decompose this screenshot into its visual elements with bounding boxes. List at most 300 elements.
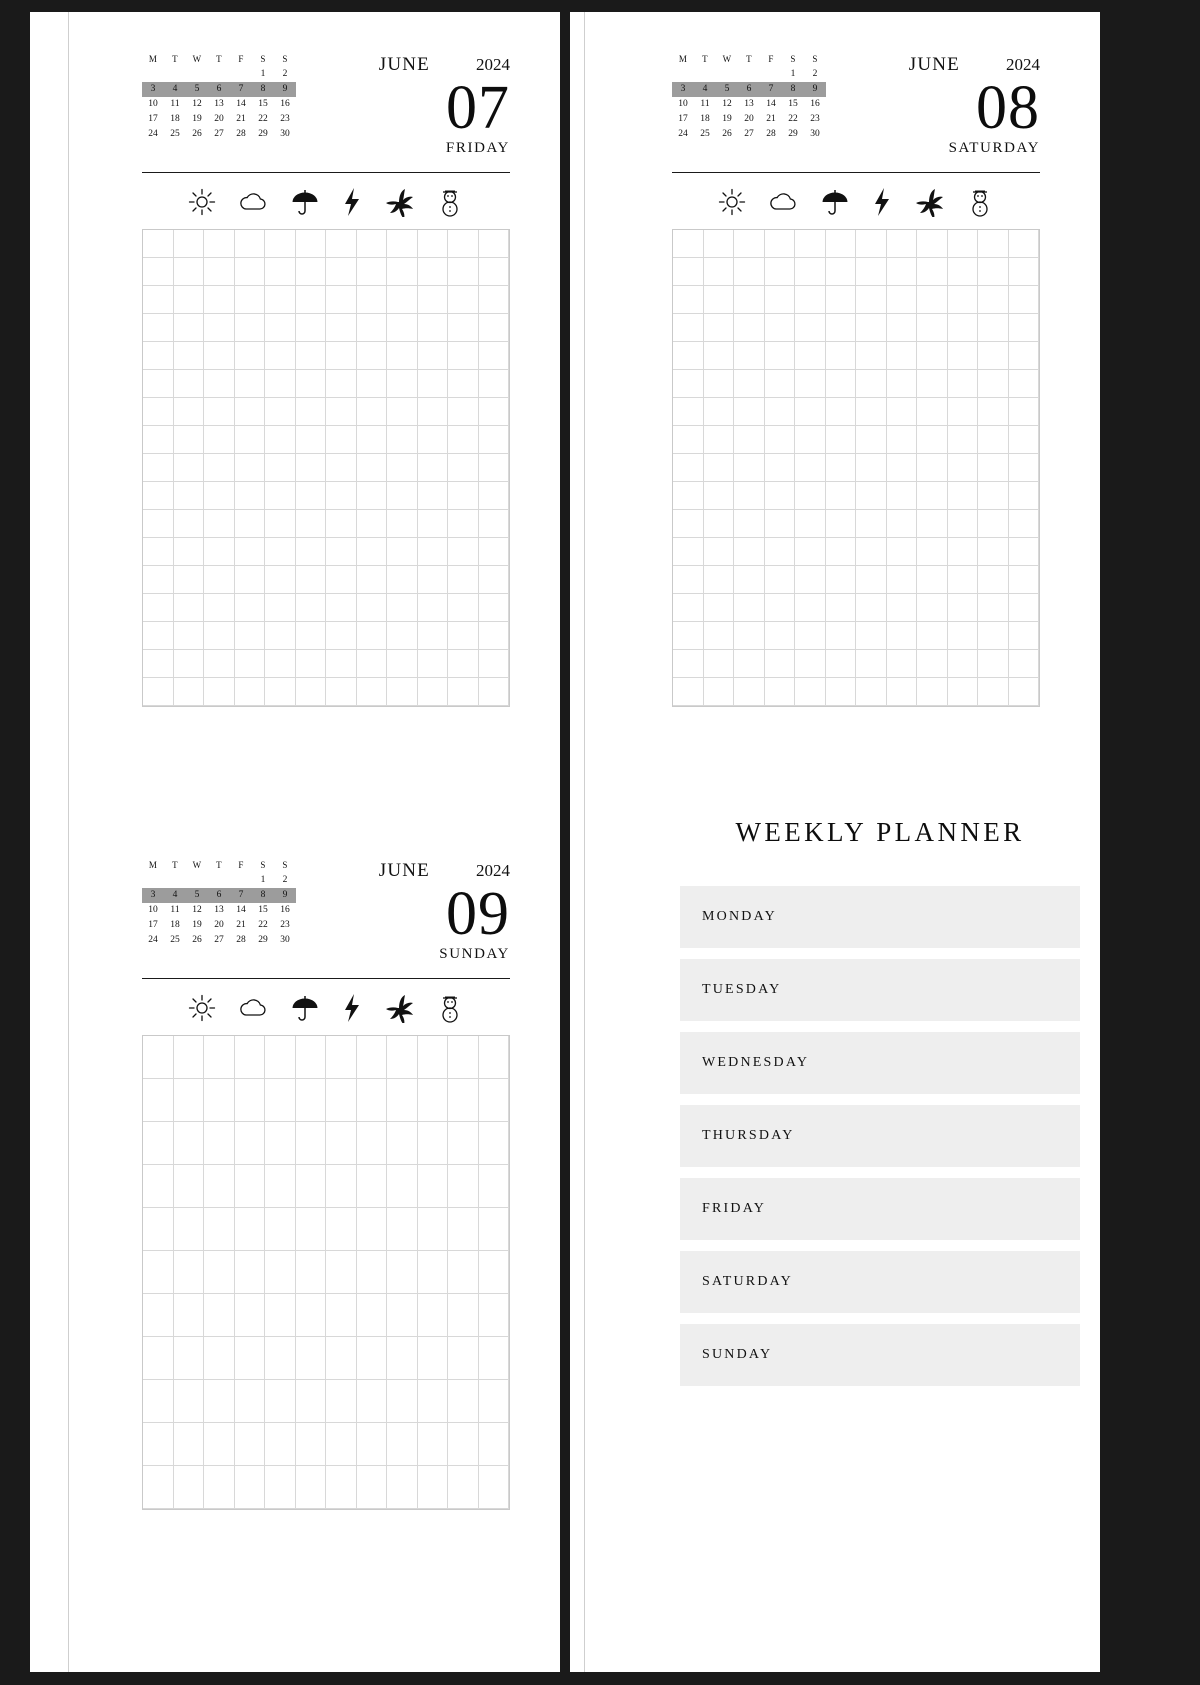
snowman-icon[interactable] xyxy=(436,993,464,1023)
grid-cell[interactable] xyxy=(887,454,918,482)
mini-calendar-day[interactable]: 10 xyxy=(148,905,158,915)
grid-cell[interactable] xyxy=(917,398,948,426)
grid-cell[interactable] xyxy=(235,650,266,678)
grid-cell[interactable] xyxy=(418,1122,449,1165)
grid-cell[interactable] xyxy=(174,1294,205,1337)
grid-cell[interactable] xyxy=(204,1423,235,1466)
mini-calendar-day[interactable]: 24 xyxy=(148,129,158,139)
grid-cell[interactable] xyxy=(978,538,1009,566)
grid-cell[interactable] xyxy=(296,1122,327,1165)
grid-cell[interactable] xyxy=(887,258,918,286)
mini-calendar-day[interactable]: 18 xyxy=(700,114,710,124)
grid-cell[interactable] xyxy=(326,1423,357,1466)
grid-cell[interactable] xyxy=(357,1036,388,1079)
grid-cell[interactable] xyxy=(265,1251,296,1294)
mini-calendar-day[interactable]: 22 xyxy=(788,114,798,124)
grid-cell[interactable] xyxy=(734,566,765,594)
grid-cell[interactable] xyxy=(387,1423,418,1466)
grid-cell[interactable] xyxy=(795,454,826,482)
mini-calendar-day[interactable] xyxy=(716,67,738,82)
grid-cell[interactable] xyxy=(387,230,418,258)
grid-cell[interactable] xyxy=(357,1079,388,1122)
grid-cell[interactable] xyxy=(143,622,174,650)
grid-cell[interactable] xyxy=(204,1251,235,1294)
grid-cell[interactable] xyxy=(204,678,235,706)
grid-cell[interactable] xyxy=(296,510,327,538)
grid-cell[interactable] xyxy=(704,314,735,342)
grid-cell[interactable] xyxy=(204,370,235,398)
grid-cell[interactable] xyxy=(734,510,765,538)
grid-cell[interactable] xyxy=(826,230,857,258)
grid-cell[interactable] xyxy=(887,622,918,650)
grid-cell[interactable] xyxy=(387,622,418,650)
grid-cell[interactable] xyxy=(734,454,765,482)
grid-cell[interactable] xyxy=(917,370,948,398)
grid-cell[interactable] xyxy=(357,398,388,426)
grid-cell[interactable] xyxy=(917,342,948,370)
grid-cell[interactable] xyxy=(387,678,418,706)
grid-cell[interactable] xyxy=(448,538,479,566)
grid-cell[interactable] xyxy=(978,258,1009,286)
grid-cell[interactable] xyxy=(235,1208,266,1251)
grid-cell[interactable] xyxy=(174,678,205,706)
grid-cell[interactable] xyxy=(296,314,327,342)
grid-cell[interactable] xyxy=(174,230,205,258)
grid-cell[interactable] xyxy=(418,538,449,566)
mini-calendar-day[interactable] xyxy=(186,67,208,82)
mini-calendar-day[interactable]: 22 xyxy=(258,920,268,930)
grid-cell[interactable] xyxy=(887,398,918,426)
mini-calendar-day[interactable]: 18 xyxy=(170,114,180,124)
mini-calendar-day[interactable]: 11 xyxy=(700,99,710,109)
notes-grid-08[interactable] xyxy=(672,229,1040,707)
mini-calendar-day[interactable]: 9 xyxy=(804,82,826,97)
mini-calendar-day[interactable]: 15 xyxy=(258,99,268,109)
notes-grid-07[interactable] xyxy=(142,229,510,707)
grid-cell[interactable] xyxy=(887,510,918,538)
grid-cell[interactable] xyxy=(765,314,796,342)
mini-calendar-day[interactable]: 27 xyxy=(214,129,224,139)
grid-cell[interactable] xyxy=(204,1208,235,1251)
grid-cell[interactable] xyxy=(296,622,327,650)
grid-cell[interactable] xyxy=(479,230,510,258)
lightning-icon[interactable] xyxy=(342,993,362,1023)
mini-calendar-day[interactable]: 8 xyxy=(782,82,804,97)
grid-cell[interactable] xyxy=(235,1337,266,1380)
grid-cell[interactable] xyxy=(204,230,235,258)
grid-cell[interactable] xyxy=(734,622,765,650)
grid-cell[interactable] xyxy=(948,342,979,370)
grid-cell[interactable] xyxy=(1009,650,1040,678)
grid-cell[interactable] xyxy=(887,426,918,454)
grid-cell[interactable] xyxy=(887,650,918,678)
grid-cell[interactable] xyxy=(204,622,235,650)
mini-calendar-day[interactable]: 27 xyxy=(744,129,754,139)
grid-cell[interactable] xyxy=(765,342,796,370)
notes-grid-09[interactable] xyxy=(142,1035,510,1510)
grid-cell[interactable] xyxy=(795,426,826,454)
mini-calendar-day[interactable]: 19 xyxy=(192,114,202,124)
grid-cell[interactable] xyxy=(765,258,796,286)
grid-cell[interactable] xyxy=(326,1251,357,1294)
grid-cell[interactable] xyxy=(296,594,327,622)
grid-cell[interactable] xyxy=(734,286,765,314)
mini-calendar-day[interactable]: 14 xyxy=(236,905,246,915)
grid-cell[interactable] xyxy=(174,566,205,594)
grid-cell[interactable] xyxy=(479,622,510,650)
grid-cell[interactable] xyxy=(1009,286,1040,314)
grid-cell[interactable] xyxy=(479,594,510,622)
grid-cell[interactable] xyxy=(948,510,979,538)
mini-calendar-day[interactable]: 17 xyxy=(148,920,158,930)
grid-cell[interactable] xyxy=(978,342,1009,370)
grid-cell[interactable] xyxy=(795,650,826,678)
grid-cell[interactable] xyxy=(143,482,174,510)
grid-cell[interactable] xyxy=(448,342,479,370)
mini-calendar-day[interactable]: 17 xyxy=(678,114,688,124)
grid-cell[interactable] xyxy=(235,482,266,510)
grid-cell[interactable] xyxy=(143,426,174,454)
grid-cell[interactable] xyxy=(448,230,479,258)
grid-cell[interactable] xyxy=(673,510,704,538)
mini-calendar-day[interactable]: 1 xyxy=(790,69,796,79)
grid-cell[interactable] xyxy=(296,258,327,286)
mini-calendar-day[interactable]: 26 xyxy=(192,129,202,139)
grid-cell[interactable] xyxy=(174,454,205,482)
mini-calendar-day[interactable]: 12 xyxy=(192,905,202,915)
mini-calendar-day[interactable]: 28 xyxy=(766,129,776,139)
grid-cell[interactable] xyxy=(948,538,979,566)
grid-cell[interactable] xyxy=(357,370,388,398)
grid-cell[interactable] xyxy=(357,510,388,538)
grid-cell[interactable] xyxy=(1009,538,1040,566)
grid-cell[interactable] xyxy=(673,370,704,398)
grid-cell[interactable] xyxy=(978,370,1009,398)
grid-cell[interactable] xyxy=(357,342,388,370)
grid-cell[interactable] xyxy=(673,594,704,622)
lightning-icon[interactable] xyxy=(342,187,362,217)
grid-cell[interactable] xyxy=(418,678,449,706)
grid-cell[interactable] xyxy=(826,482,857,510)
grid-cell[interactable] xyxy=(448,510,479,538)
grid-cell[interactable] xyxy=(418,314,449,342)
mini-calendar-day[interactable]: 7 xyxy=(760,82,782,97)
grid-cell[interactable] xyxy=(265,1122,296,1165)
grid-cell[interactable] xyxy=(235,510,266,538)
grid-cell[interactable] xyxy=(856,594,887,622)
grid-cell[interactable] xyxy=(978,286,1009,314)
grid-cell[interactable] xyxy=(418,1208,449,1251)
grid-cell[interactable] xyxy=(265,538,296,566)
grid-cell[interactable] xyxy=(326,650,357,678)
grid-cell[interactable] xyxy=(704,230,735,258)
grid-cell[interactable] xyxy=(143,342,174,370)
grid-cell[interactable] xyxy=(174,1423,205,1466)
grid-cell[interactable] xyxy=(265,594,296,622)
grid-cell[interactable] xyxy=(296,1380,327,1423)
grid-cell[interactable] xyxy=(296,650,327,678)
mini-calendar-day[interactable]: 28 xyxy=(236,935,246,945)
grid-cell[interactable] xyxy=(174,650,205,678)
grid-cell[interactable] xyxy=(265,258,296,286)
grid-cell[interactable] xyxy=(1009,258,1040,286)
grid-cell[interactable] xyxy=(357,1165,388,1208)
grid-cell[interactable] xyxy=(235,678,266,706)
grid-cell[interactable] xyxy=(673,398,704,426)
grid-cell[interactable] xyxy=(326,370,357,398)
grid-cell[interactable] xyxy=(174,594,205,622)
weekly-row-sunday[interactable] xyxy=(680,1324,1080,1386)
grid-cell[interactable] xyxy=(418,1337,449,1380)
grid-cell[interactable] xyxy=(204,1294,235,1337)
mini-calendar-day[interactable]: 2 xyxy=(282,875,288,885)
mini-calendar-day[interactable]: 1 xyxy=(260,69,266,79)
grid-cell[interactable] xyxy=(357,1294,388,1337)
weekly-row-wednesday[interactable] xyxy=(680,1032,1080,1094)
mini-calendar-day[interactable]: 11 xyxy=(170,905,180,915)
grid-cell[interactable] xyxy=(704,258,735,286)
grid-cell[interactable] xyxy=(326,1208,357,1251)
mini-calendar-day[interactable]: 15 xyxy=(788,99,798,109)
grid-cell[interactable] xyxy=(887,594,918,622)
grid-cell[interactable] xyxy=(296,426,327,454)
grid-cell[interactable] xyxy=(387,1380,418,1423)
grid-cell[interactable] xyxy=(357,622,388,650)
grid-cell[interactable] xyxy=(856,370,887,398)
grid-cell[interactable] xyxy=(387,566,418,594)
mini-calendar-day[interactable]: 20 xyxy=(214,920,224,930)
grid-cell[interactable] xyxy=(143,1294,174,1337)
grid-cell[interactable] xyxy=(856,314,887,342)
mini-calendar-day[interactable]: 24 xyxy=(148,935,158,945)
grid-cell[interactable] xyxy=(296,454,327,482)
grid-cell[interactable] xyxy=(174,258,205,286)
grid-cell[interactable] xyxy=(704,454,735,482)
grid-cell[interactable] xyxy=(448,1380,479,1423)
grid-cell[interactable] xyxy=(418,426,449,454)
grid-cell[interactable] xyxy=(265,622,296,650)
grid-cell[interactable] xyxy=(734,398,765,426)
grid-cell[interactable] xyxy=(296,566,327,594)
grid-cell[interactable] xyxy=(856,342,887,370)
mini-calendar-day[interactable]: 9 xyxy=(274,888,296,903)
grid-cell[interactable] xyxy=(795,678,826,706)
grid-cell[interactable] xyxy=(1009,426,1040,454)
grid-cell[interactable] xyxy=(204,398,235,426)
grid-cell[interactable] xyxy=(479,398,510,426)
grid-cell[interactable] xyxy=(734,370,765,398)
grid-cell[interactable] xyxy=(448,1036,479,1079)
grid-cell[interactable] xyxy=(418,1251,449,1294)
grid-cell[interactable] xyxy=(765,426,796,454)
grid-cell[interactable] xyxy=(448,1337,479,1380)
grid-cell[interactable] xyxy=(174,1337,205,1380)
grid-cell[interactable] xyxy=(326,510,357,538)
grid-cell[interactable] xyxy=(357,678,388,706)
grid-cell[interactable] xyxy=(917,230,948,258)
grid-cell[interactable] xyxy=(265,1294,296,1337)
grid-cell[interactable] xyxy=(795,314,826,342)
grid-cell[interactable] xyxy=(357,258,388,286)
grid-cell[interactable] xyxy=(326,1079,357,1122)
mini-calendar-day[interactable]: 19 xyxy=(192,920,202,930)
grid-cell[interactable] xyxy=(357,1423,388,1466)
grid-cell[interactable] xyxy=(826,426,857,454)
mini-calendar-day[interactable]: 2 xyxy=(282,69,288,79)
grid-cell[interactable] xyxy=(296,1208,327,1251)
grid-cell[interactable] xyxy=(296,342,327,370)
grid-cell[interactable] xyxy=(887,370,918,398)
mini-calendar-day[interactable]: 20 xyxy=(214,114,224,124)
grid-cell[interactable] xyxy=(174,538,205,566)
grid-cell[interactable] xyxy=(704,566,735,594)
grid-cell[interactable] xyxy=(734,538,765,566)
grid-cell[interactable] xyxy=(448,482,479,510)
grid-cell[interactable] xyxy=(174,1466,205,1509)
grid-cell[interactable] xyxy=(235,1165,266,1208)
grid-cell[interactable] xyxy=(357,566,388,594)
grid-cell[interactable] xyxy=(357,1122,388,1165)
weekly-row-thursday[interactable] xyxy=(680,1105,1080,1167)
mini-calendar-day[interactable]: 25 xyxy=(700,129,710,139)
grid-cell[interactable] xyxy=(765,510,796,538)
grid-cell[interactable] xyxy=(673,650,704,678)
grid-cell[interactable] xyxy=(265,1036,296,1079)
grid-cell[interactable] xyxy=(479,1466,510,1509)
grid-cell[interactable] xyxy=(387,510,418,538)
grid-cell[interactable] xyxy=(204,454,235,482)
mini-calendar-day[interactable]: 13 xyxy=(214,99,224,109)
grid-cell[interactable] xyxy=(296,678,327,706)
grid-cell[interactable] xyxy=(143,1380,174,1423)
grid-cell[interactable] xyxy=(448,566,479,594)
grid-cell[interactable] xyxy=(978,510,1009,538)
grid-cell[interactable] xyxy=(387,258,418,286)
grid-cell[interactable] xyxy=(143,1079,174,1122)
grid-cell[interactable] xyxy=(917,286,948,314)
grid-cell[interactable] xyxy=(978,650,1009,678)
mini-calendar-day[interactable]: 25 xyxy=(170,129,180,139)
mini-calendar-day[interactable]: 7 xyxy=(230,82,252,97)
grid-cell[interactable] xyxy=(265,398,296,426)
mini-calendar-day[interactable]: 4 xyxy=(164,82,186,97)
grid-cell[interactable] xyxy=(265,370,296,398)
grid-cell[interactable] xyxy=(856,230,887,258)
grid-cell[interactable] xyxy=(479,370,510,398)
grid-cell[interactable] xyxy=(418,594,449,622)
grid-cell[interactable] xyxy=(174,1251,205,1294)
grid-cell[interactable] xyxy=(174,482,205,510)
mini-calendar-day[interactable]: 14 xyxy=(766,99,776,109)
grid-cell[interactable] xyxy=(765,454,796,482)
grid-cell[interactable] xyxy=(296,482,327,510)
grid-cell[interactable] xyxy=(204,342,235,370)
mini-calendar-day[interactable]: 29 xyxy=(258,935,268,945)
grid-cell[interactable] xyxy=(174,1122,205,1165)
grid-cell[interactable] xyxy=(387,1337,418,1380)
grid-cell[interactable] xyxy=(734,342,765,370)
grid-cell[interactable] xyxy=(174,1165,205,1208)
umbrella-icon[interactable] xyxy=(290,993,320,1023)
grid-cell[interactable] xyxy=(326,566,357,594)
grid-cell[interactable] xyxy=(326,1294,357,1337)
grid-cell[interactable] xyxy=(795,622,826,650)
grid-cell[interactable] xyxy=(265,1079,296,1122)
grid-cell[interactable] xyxy=(357,538,388,566)
grid-cell[interactable] xyxy=(795,538,826,566)
mini-calendar-day[interactable]: 24 xyxy=(678,129,688,139)
grid-cell[interactable] xyxy=(856,258,887,286)
grid-cell[interactable] xyxy=(174,314,205,342)
grid-cell[interactable] xyxy=(826,510,857,538)
grid-cell[interactable] xyxy=(448,1251,479,1294)
grid-cell[interactable] xyxy=(326,314,357,342)
grid-cell[interactable] xyxy=(479,1251,510,1294)
grid-cell[interactable] xyxy=(235,594,266,622)
grid-cell[interactable] xyxy=(765,482,796,510)
grid-cell[interactable] xyxy=(326,1380,357,1423)
grid-cell[interactable] xyxy=(479,426,510,454)
grid-cell[interactable] xyxy=(143,454,174,482)
mini-calendar-day[interactable] xyxy=(694,67,716,82)
grid-cell[interactable] xyxy=(795,510,826,538)
grid-cell[interactable] xyxy=(479,538,510,566)
grid-cell[interactable] xyxy=(734,426,765,454)
grid-cell[interactable] xyxy=(948,594,979,622)
grid-cell[interactable] xyxy=(143,1208,174,1251)
grid-cell[interactable] xyxy=(948,566,979,594)
grid-cell[interactable] xyxy=(948,314,979,342)
grid-cell[interactable] xyxy=(296,1251,327,1294)
mini-calendar-day[interactable]: 30 xyxy=(280,935,290,945)
grid-cell[interactable] xyxy=(387,1079,418,1122)
grid-cell[interactable] xyxy=(448,1208,479,1251)
wind-icon[interactable] xyxy=(384,993,414,1023)
grid-cell[interactable] xyxy=(326,622,357,650)
mini-calendar-day[interactable] xyxy=(142,873,164,888)
mini-calendar-day[interactable] xyxy=(672,67,694,82)
grid-cell[interactable] xyxy=(448,1466,479,1509)
grid-cell[interactable] xyxy=(887,314,918,342)
grid-cell[interactable] xyxy=(948,230,979,258)
grid-cell[interactable] xyxy=(734,678,765,706)
grid-cell[interactable] xyxy=(296,1294,327,1337)
grid-cell[interactable] xyxy=(479,1337,510,1380)
grid-cell[interactable] xyxy=(326,286,357,314)
grid-cell[interactable] xyxy=(1009,230,1040,258)
grid-cell[interactable] xyxy=(387,594,418,622)
grid-cell[interactable] xyxy=(235,1036,266,1079)
grid-cell[interactable] xyxy=(235,258,266,286)
grid-cell[interactable] xyxy=(235,538,266,566)
mini-calendar-day[interactable]: 19 xyxy=(722,114,732,124)
grid-cell[interactable] xyxy=(448,398,479,426)
grid-cell[interactable] xyxy=(948,426,979,454)
grid-cell[interactable] xyxy=(978,482,1009,510)
grid-cell[interactable] xyxy=(795,370,826,398)
grid-cell[interactable] xyxy=(479,1122,510,1165)
grid-cell[interactable] xyxy=(734,230,765,258)
grid-cell[interactable] xyxy=(765,230,796,258)
cloud-icon[interactable] xyxy=(768,188,798,216)
mini-calendar-day[interactable]: 9 xyxy=(274,82,296,97)
snowman-icon[interactable] xyxy=(966,187,994,217)
grid-cell[interactable] xyxy=(887,286,918,314)
grid-cell[interactable] xyxy=(1009,678,1040,706)
mini-calendar-day[interactable]: 21 xyxy=(766,114,776,124)
grid-cell[interactable] xyxy=(826,258,857,286)
mini-calendar-day[interactable]: 21 xyxy=(236,920,246,930)
